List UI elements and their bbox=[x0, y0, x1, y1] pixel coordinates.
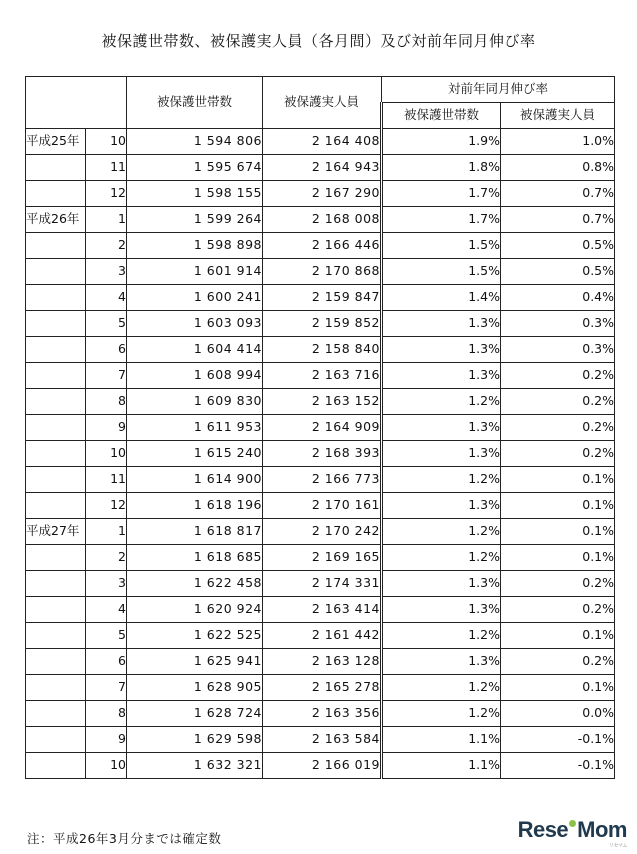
row-households: 1 628 905 bbox=[127, 675, 263, 701]
welfare-table bbox=[25, 76, 615, 779]
row-households: 1 598 898 bbox=[127, 233, 263, 259]
row-households-rate: 1.2% bbox=[382, 467, 501, 493]
row-era bbox=[26, 259, 86, 285]
header-yoy-group: 対前年同月伸び率 bbox=[382, 77, 615, 103]
row-month: 11 bbox=[86, 155, 127, 181]
row-households: 1 622 525 bbox=[127, 623, 263, 649]
row-persons-rate: 0.2% bbox=[501, 363, 615, 389]
row-households-rate: 1.3% bbox=[382, 571, 501, 597]
table-row bbox=[26, 597, 615, 623]
row-persons: 2 165 278 bbox=[263, 675, 382, 701]
row-era bbox=[26, 545, 86, 571]
table-row bbox=[26, 753, 615, 779]
row-households: 1 611 953 bbox=[127, 415, 263, 441]
row-era bbox=[26, 493, 86, 519]
row-month: 12 bbox=[86, 493, 127, 519]
row-persons-rate: 0.2% bbox=[501, 441, 615, 467]
row-households-rate: 1.3% bbox=[382, 337, 501, 363]
row-era bbox=[26, 675, 86, 701]
row-households-rate: 1.5% bbox=[382, 233, 501, 259]
row-month: 6 bbox=[86, 649, 127, 675]
row-month: 11 bbox=[86, 467, 127, 493]
row-households-rate: 1.3% bbox=[382, 311, 501, 337]
row-households-rate: 1.7% bbox=[382, 207, 501, 233]
row-persons: 2 164 408 bbox=[263, 129, 382, 155]
table-row bbox=[26, 727, 615, 753]
resemom-logo bbox=[517, 817, 627, 849]
row-persons: 2 163 356 bbox=[263, 701, 382, 727]
table-row bbox=[26, 415, 615, 441]
row-persons: 2 169 165 bbox=[263, 545, 382, 571]
row-month: 8 bbox=[86, 389, 127, 415]
row-households-rate: 1.2% bbox=[382, 701, 501, 727]
row-households-rate: 1.2% bbox=[382, 623, 501, 649]
table-row bbox=[26, 649, 615, 675]
row-persons-rate: 0.5% bbox=[501, 259, 615, 285]
row-households-rate: 1.3% bbox=[382, 649, 501, 675]
table-body bbox=[26, 129, 615, 779]
row-persons: 2 159 852 bbox=[263, 311, 382, 337]
row-persons-rate: 0.8% bbox=[501, 155, 615, 181]
row-households-rate: 1.3% bbox=[382, 415, 501, 441]
row-month: 10 bbox=[86, 441, 127, 467]
row-persons: 2 163 128 bbox=[263, 649, 382, 675]
row-era bbox=[26, 571, 86, 597]
row-month: 3 bbox=[86, 259, 127, 285]
row-month: 4 bbox=[86, 597, 127, 623]
row-households-rate: 1.3% bbox=[382, 363, 501, 389]
table-row bbox=[26, 363, 615, 389]
row-month: 2 bbox=[86, 545, 127, 571]
row-persons: 2 166 019 bbox=[263, 753, 382, 779]
row-households: 1 608 994 bbox=[127, 363, 263, 389]
row-era bbox=[26, 363, 86, 389]
row-month: 10 bbox=[86, 129, 127, 155]
row-persons-rate: 0.7% bbox=[501, 181, 615, 207]
row-persons-rate: 0.0% bbox=[501, 701, 615, 727]
row-era bbox=[26, 285, 86, 311]
row-month: 10 bbox=[86, 753, 127, 779]
row-era bbox=[26, 415, 86, 441]
row-month: 12 bbox=[86, 181, 127, 207]
row-persons: 2 158 840 bbox=[263, 337, 382, 363]
row-persons-rate: 0.2% bbox=[501, 571, 615, 597]
row-households: 1 609 830 bbox=[127, 389, 263, 415]
row-households: 1 603 093 bbox=[127, 311, 263, 337]
table-row bbox=[26, 467, 615, 493]
row-month: 6 bbox=[86, 337, 127, 363]
logo-dot-icon bbox=[569, 820, 576, 827]
row-month: 7 bbox=[86, 363, 127, 389]
row-households-rate: 1.3% bbox=[382, 493, 501, 519]
row-households-rate: 1.3% bbox=[382, 597, 501, 623]
row-persons: 2 174 331 bbox=[263, 571, 382, 597]
row-month: 1 bbox=[86, 207, 127, 233]
row-persons: 2 163 414 bbox=[263, 597, 382, 623]
row-persons-rate: -0.1% bbox=[501, 753, 615, 779]
row-era: 平成25年 bbox=[26, 129, 86, 155]
row-households-rate: 1.1% bbox=[382, 727, 501, 753]
row-households-rate: 1.8% bbox=[382, 155, 501, 181]
row-era bbox=[26, 649, 86, 675]
row-era bbox=[26, 701, 86, 727]
table-row bbox=[26, 389, 615, 415]
table-row bbox=[26, 545, 615, 571]
row-households-rate: 1.5% bbox=[382, 259, 501, 285]
row-households: 1 595 674 bbox=[127, 155, 263, 181]
table-row bbox=[26, 571, 615, 597]
row-persons-rate: 0.1% bbox=[501, 545, 615, 571]
table-row bbox=[26, 259, 615, 285]
row-persons-rate: -0.1% bbox=[501, 727, 615, 753]
row-era bbox=[26, 623, 86, 649]
row-households: 1 629 598 bbox=[127, 727, 263, 753]
row-era bbox=[26, 389, 86, 415]
row-persons: 2 170 242 bbox=[263, 519, 382, 545]
row-households: 1 618 817 bbox=[127, 519, 263, 545]
table-row bbox=[26, 675, 615, 701]
row-households: 1 594 806 bbox=[127, 129, 263, 155]
table-row bbox=[26, 129, 615, 155]
table-row bbox=[26, 441, 615, 467]
row-persons: 2 170 868 bbox=[263, 259, 382, 285]
row-households-rate: 1.9% bbox=[382, 129, 501, 155]
row-persons-rate: 0.2% bbox=[501, 415, 615, 441]
row-persons-rate: 0.5% bbox=[501, 233, 615, 259]
row-households: 1 618 196 bbox=[127, 493, 263, 519]
row-persons: 2 167 290 bbox=[263, 181, 382, 207]
row-households-rate: 1.7% bbox=[382, 181, 501, 207]
row-persons: 2 163 152 bbox=[263, 389, 382, 415]
row-persons: 2 168 008 bbox=[263, 207, 382, 233]
row-month: 5 bbox=[86, 623, 127, 649]
row-households-rate: 1.2% bbox=[382, 519, 501, 545]
row-households: 1 601 914 bbox=[127, 259, 263, 285]
row-month: 5 bbox=[86, 311, 127, 337]
row-era bbox=[26, 311, 86, 337]
table-row bbox=[26, 233, 615, 259]
row-persons-rate: 0.1% bbox=[501, 623, 615, 649]
row-households: 1 618 685 bbox=[127, 545, 263, 571]
row-households: 1 615 240 bbox=[127, 441, 263, 467]
table-row bbox=[26, 701, 615, 727]
row-households-rate: 1.3% bbox=[382, 441, 501, 467]
table-row bbox=[26, 181, 615, 207]
row-era bbox=[26, 727, 86, 753]
row-persons: 2 163 716 bbox=[263, 363, 382, 389]
row-era bbox=[26, 467, 86, 493]
row-month: 4 bbox=[86, 285, 127, 311]
table-row bbox=[26, 623, 615, 649]
logo-subtext: リセマム bbox=[609, 843, 627, 849]
row-persons: 2 161 442 bbox=[263, 623, 382, 649]
table-row bbox=[26, 519, 615, 545]
row-persons: 2 159 847 bbox=[263, 285, 382, 311]
row-persons-rate: 0.3% bbox=[501, 311, 615, 337]
row-persons: 2 168 393 bbox=[263, 441, 382, 467]
row-persons-rate: 0.1% bbox=[501, 675, 615, 701]
header-yoy-households: 被保護世帯数 bbox=[382, 103, 501, 129]
row-persons-rate: 0.3% bbox=[501, 337, 615, 363]
row-month: 1 bbox=[86, 519, 127, 545]
row-persons: 2 164 909 bbox=[263, 415, 382, 441]
row-persons-rate: 0.1% bbox=[501, 519, 615, 545]
row-persons-rate: 0.7% bbox=[501, 207, 615, 233]
row-era bbox=[26, 181, 86, 207]
row-households: 1 620 924 bbox=[127, 597, 263, 623]
row-households: 1 628 724 bbox=[127, 701, 263, 727]
header-persons: 被保護実人員 bbox=[263, 77, 382, 129]
row-households: 1 598 155 bbox=[127, 181, 263, 207]
row-households: 1 632 321 bbox=[127, 753, 263, 779]
row-month: 3 bbox=[86, 571, 127, 597]
row-households: 1 622 458 bbox=[127, 571, 263, 597]
table-row bbox=[26, 337, 615, 363]
header-households: 被保護世帯数 bbox=[127, 77, 263, 129]
row-month: 8 bbox=[86, 701, 127, 727]
row-persons: 2 166 446 bbox=[263, 233, 382, 259]
row-persons-rate: 0.2% bbox=[501, 649, 615, 675]
row-households-rate: 1.1% bbox=[382, 753, 501, 779]
row-households: 1 599 264 bbox=[127, 207, 263, 233]
row-persons: 2 164 943 bbox=[263, 155, 382, 181]
row-persons-rate: 0.2% bbox=[501, 389, 615, 415]
table-row bbox=[26, 493, 615, 519]
row-households-rate: 1.2% bbox=[382, 675, 501, 701]
table-row bbox=[26, 311, 615, 337]
row-era bbox=[26, 597, 86, 623]
row-households: 1 625 941 bbox=[127, 649, 263, 675]
row-households: 1 614 900 bbox=[127, 467, 263, 493]
row-month: 9 bbox=[86, 415, 127, 441]
row-era bbox=[26, 337, 86, 363]
row-persons-rate: 0.4% bbox=[501, 285, 615, 311]
page-title: 被保護世帯数、被保護実人員（各月間）及び対前年同月伸び率 bbox=[101, 32, 536, 50]
row-era bbox=[26, 155, 86, 181]
row-era: 平成27年 bbox=[26, 519, 86, 545]
logo-text-b: Mom bbox=[577, 817, 627, 842]
table-row bbox=[26, 285, 615, 311]
row-households-rate: 1.2% bbox=[382, 389, 501, 415]
row-persons-rate: 1.0% bbox=[501, 129, 615, 155]
row-era bbox=[26, 441, 86, 467]
row-persons-rate: 0.2% bbox=[501, 597, 615, 623]
row-month: 7 bbox=[86, 675, 127, 701]
row-persons: 2 166 773 bbox=[263, 467, 382, 493]
table-row bbox=[26, 207, 615, 233]
row-households-rate: 1.2% bbox=[382, 545, 501, 571]
row-month: 9 bbox=[86, 727, 127, 753]
row-era bbox=[26, 753, 86, 779]
row-persons: 2 170 161 bbox=[263, 493, 382, 519]
row-households: 1 604 414 bbox=[127, 337, 263, 363]
header-yoy-persons: 被保護実人員 bbox=[501, 103, 615, 129]
table-row bbox=[26, 155, 615, 181]
row-era: 平成26年 bbox=[26, 207, 86, 233]
row-persons-rate: 0.1% bbox=[501, 467, 615, 493]
header-corner bbox=[26, 77, 127, 129]
row-persons: 2 163 584 bbox=[263, 727, 382, 753]
row-households-rate: 1.4% bbox=[382, 285, 501, 311]
row-persons-rate: 0.1% bbox=[501, 493, 615, 519]
footnote: 注：平成26年3月分までは確定数 bbox=[27, 831, 222, 846]
row-households: 1 600 241 bbox=[127, 285, 263, 311]
row-month: 2 bbox=[86, 233, 127, 259]
row-era bbox=[26, 233, 86, 259]
logo-text-a: Rese bbox=[517, 817, 569, 842]
